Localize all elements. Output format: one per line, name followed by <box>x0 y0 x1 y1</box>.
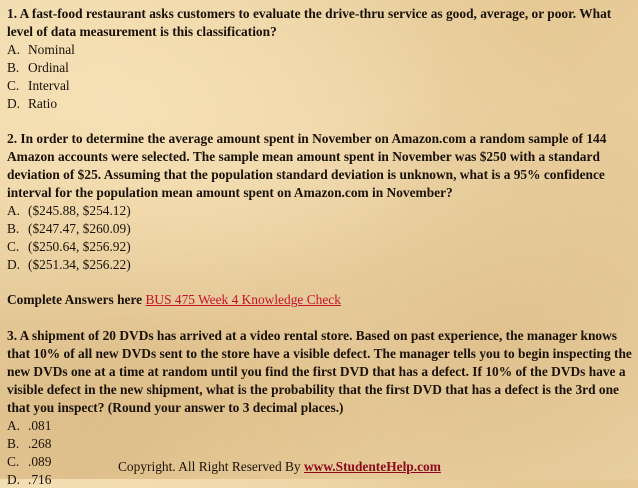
question-1-option-a <box>7 41 633 59</box>
option-letter: B. <box>7 59 20 75</box>
question-2 <box>7 130 633 273</box>
option-text: ($245.88, $254.12) <box>28 202 131 218</box>
question-1-text: 1. A fast-food restaurant asks customers to evaluate the drive-thru service as good, average, or poor. What level of data measurement is this classification? <box>7 6 612 39</box>
option-letter: D. <box>7 256 21 272</box>
option-text: ($250.64, $256.92) <box>28 238 131 254</box>
complete-answers-label: Complete Answers here <box>7 292 143 308</box>
question-2-option-b <box>7 220 633 238</box>
slide-content <box>7 5 633 488</box>
question-2-text: 2. In order to determine the average amount spent in November on Amazon.com a random sample of 144 Amazon accounts were selected. The sample mean amount spent in November was $250 with a standard deviation of $25. Assuming that the population standard deviation is unknown, what is a 95% confidence interval for the population mean amount spent on Amazon.com in November? <box>7 131 607 201</box>
complete-answers-link[interactable]: BUS 475 Week 4 Knowledge Check <box>145 292 341 308</box>
option-letter: D. <box>7 471 21 487</box>
question-2-option-c <box>7 238 633 256</box>
website-link[interactable]: www.StudenteHelp.com <box>304 459 441 474</box>
spacer <box>7 274 633 292</box>
option-text: Ratio <box>28 95 58 111</box>
option-text: .081 <box>28 417 52 433</box>
option-text: ($247.47, $260.09) <box>28 220 131 236</box>
option-letter: A. <box>7 202 21 218</box>
option-letter: C. <box>7 453 20 469</box>
spacer <box>7 112 633 130</box>
copyright-footer <box>118 458 441 476</box>
option-letter: D. <box>7 95 21 111</box>
question-1 <box>7 5 633 112</box>
question-2-option-a <box>7 202 633 220</box>
option-letter: A. <box>7 41 21 57</box>
question-1-option-b <box>7 59 633 77</box>
option-text: ($251.34, $256.22) <box>28 256 131 272</box>
option-text: Interval <box>28 77 70 93</box>
question-3-text: 3. A shipment of 20 DVDs has arrived at a video rental store. Based on past experience, the manager knows that 10% of all new DVDs sent to the store have a visible defect. The manager tells you to begin inspecting the new DVDs one at a time at random until you find the first DVD that has a defect. If 10% of the DVDs have a visible defect in the new shipment, what is the probability that the first DVD that has a defect is the 3rd one that you inspect? (Round your answer to 3 decimal places.) <box>7 328 632 415</box>
option-letter: A. <box>7 417 21 433</box>
option-text: Ordinal <box>28 59 69 75</box>
option-text: Nominal <box>28 41 75 57</box>
question-3-option-a <box>7 417 633 435</box>
option-letter: C. <box>7 77 20 93</box>
question-1-option-d <box>7 95 633 113</box>
option-text: .089 <box>28 453 52 469</box>
option-letter: C. <box>7 238 20 254</box>
question-2-option-d <box>7 256 633 274</box>
option-letter: B. <box>7 435 20 451</box>
spacer <box>7 309 633 327</box>
option-letter: B. <box>7 220 20 236</box>
question-1-option-c <box>7 77 633 95</box>
option-text: .268 <box>28 435 52 451</box>
option-text: .716 <box>28 471 52 487</box>
question-3-option-b <box>7 435 633 453</box>
copyright-text: Copyright. All Right Reserved By <box>118 459 301 474</box>
complete-answers-line <box>7 291 633 309</box>
